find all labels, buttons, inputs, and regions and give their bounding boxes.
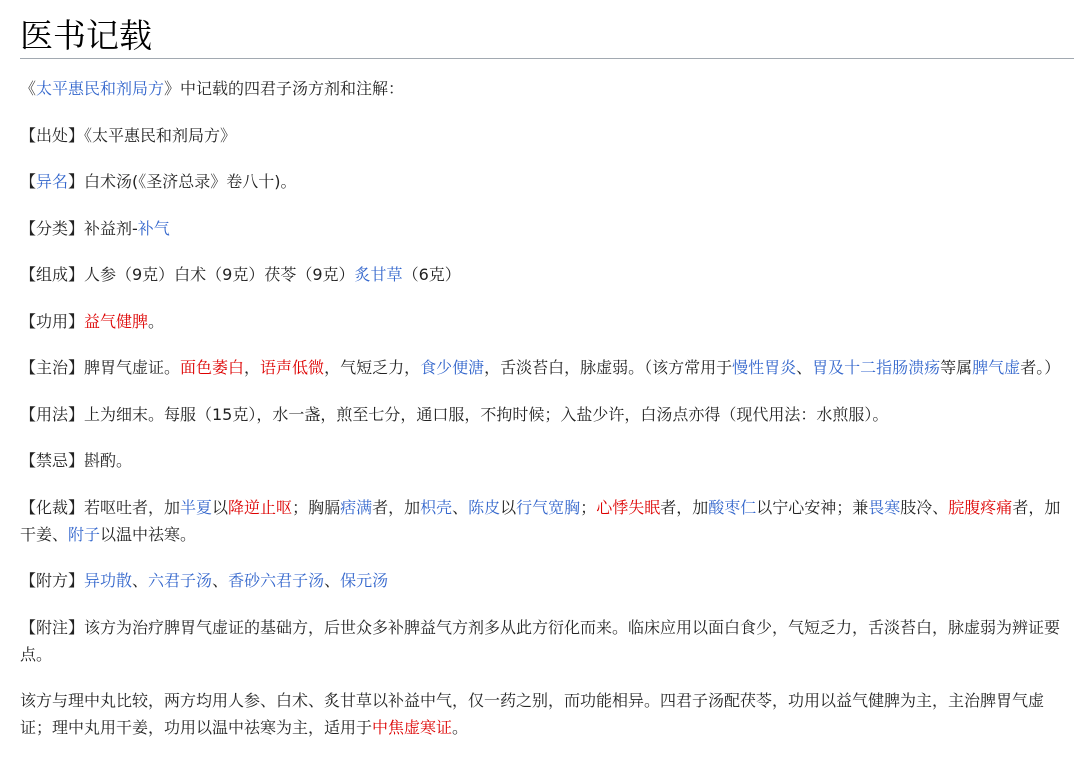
- paragraph-text: 【附方】: [20, 571, 85, 590]
- paragraph-text: 以温中祛寒。: [100, 524, 197, 544]
- paragraph-text: 肢冷、: [900, 497, 949, 517]
- term-link[interactable]: 食少便溏: [420, 358, 485, 377]
- paragraph-text: 【: [20, 172, 37, 191]
- term-link[interactable]: 酸枣仁: [708, 497, 757, 517]
- paragraph-text: 【分类】补益剂-: [20, 218, 138, 238]
- paragraph-text: 【附注】该方为治疗脾胃气虚证的基础方，后世众多补脾益气方剂多从此方衍化而来。临床应用以面白食少，气短乏力，舌淡苔白，脉虚弱为辨证要点。: [20, 617, 1061, 664]
- highlighted-term: 脘腹疼痛: [948, 497, 1013, 517]
- term-link[interactable]: 枳壳: [420, 497, 453, 517]
- paragraph: [20, 354, 1072, 381]
- term-link[interactable]: 异功散: [84, 571, 133, 590]
- term-link[interactable]: 六君子汤: [148, 571, 213, 590]
- paragraph-text: 者，加干姜、: [20, 497, 1061, 544]
- paragraph-text: ，气短乏力，: [324, 358, 421, 377]
- paragraph-text: 者，加: [660, 497, 709, 517]
- paragraph-text: 、: [452, 497, 469, 517]
- term-link[interactable]: 陈皮: [468, 497, 501, 517]
- paragraph-text: 、: [212, 571, 229, 590]
- paragraph: [20, 261, 1072, 288]
- paragraph-text: 】白术汤(《圣济总录》卷八十)。: [68, 172, 297, 191]
- paragraph-text: 、: [132, 571, 149, 590]
- paragraph: [20, 401, 1072, 428]
- paragraph-text: 《: [20, 79, 37, 98]
- paragraph: [20, 447, 1072, 474]
- paragraph-text: ；胸膈: [292, 497, 341, 517]
- paragraph-text: 等属: [940, 358, 973, 377]
- paragraph-text: 、: [796, 358, 813, 377]
- paragraph-text: 》中记载的四君子汤方剂和注解：: [164, 79, 405, 98]
- term-link[interactable]: 胃及十二指肠溃疡: [812, 358, 941, 377]
- page-title: 医书记载: [20, 14, 1074, 59]
- paragraph: [20, 75, 1072, 102]
- highlighted-term: 降逆止呕: [228, 497, 293, 517]
- paragraph-text: 【用法】上为细末。每服（15克），水一盏，煎至七分，通口服，不拘时候；入盐少许，白汤点亦得（现代用法：水煎服）。: [20, 404, 889, 424]
- paragraph: [20, 614, 1072, 668]
- paragraph-text: 【主治】脾胃气虚证。: [20, 358, 181, 377]
- paragraph-text: 以: [212, 497, 229, 517]
- highlighted-term: 语声低微: [260, 358, 325, 377]
- paragraph: [20, 215, 1072, 242]
- term-link[interactable]: 慢性胃炎: [732, 358, 797, 377]
- paragraph-text: ，: [244, 358, 261, 377]
- term-link[interactable]: 炙甘草: [354, 265, 403, 284]
- paragraph: [20, 122, 1072, 149]
- highlighted-term: 中焦虚寒证: [372, 718, 453, 737]
- paragraph: [20, 687, 1072, 741]
- term-link[interactable]: 行气宽胸: [516, 497, 581, 517]
- term-link[interactable]: 附子: [68, 524, 101, 544]
- term-link[interactable]: 保元汤: [340, 571, 389, 590]
- paragraph-text: 【出处】《太平惠民和剂局方》: [20, 125, 237, 145]
- term-link[interactable]: 畏寒: [868, 497, 901, 517]
- term-link[interactable]: 香砂六君子汤: [228, 571, 325, 590]
- paragraph-text: 【禁忌】斟酌。: [20, 451, 133, 470]
- paragraph-text: 者。）: [1020, 358, 1061, 377]
- term-link[interactable]: 痞满: [340, 497, 373, 517]
- paragraph-text: （6克）: [402, 265, 461, 284]
- highlighted-term: 心悸失眠: [596, 497, 661, 517]
- article-body: [20, 75, 1072, 761]
- paragraph-text: ；: [580, 497, 597, 517]
- paragraph-text: 该方与理中丸比较，两方均用人参、白术、炙甘草以补益中气，仅一药之别，而功能相异。四君子汤配茯苓，功用以益气健脾为主，主治脾胃气虚证；理中丸用干姜，功用以温中祛寒为主，适用于: [20, 691, 1045, 737]
- term-link[interactable]: 异名: [36, 172, 69, 191]
- paragraph: [20, 494, 1072, 548]
- paragraph: [20, 567, 1072, 594]
- paragraph-text: ，舌淡苔白，脉虚弱。（该方常用于: [484, 358, 733, 377]
- paragraph-text: 。: [148, 311, 165, 331]
- term-link[interactable]: 半夏: [180, 497, 213, 517]
- highlighted-term: 面色萎白: [180, 358, 245, 377]
- paragraph-text: 、: [324, 571, 341, 590]
- paragraph: [20, 308, 1072, 335]
- paragraph-text: 【功用】: [20, 311, 85, 331]
- paragraph-text: 以宁心安神；兼: [756, 497, 869, 517]
- paragraph-text: 【化裁】若呕吐者，加: [20, 497, 181, 517]
- term-link[interactable]: 太平惠民和剂局方: [36, 79, 165, 98]
- paragraph-text: 。: [452, 718, 469, 737]
- term-link[interactable]: 脾气虚: [972, 358, 1021, 377]
- paragraph: [20, 168, 1072, 195]
- paragraph-text: 【组成】人参（9克）白术（9克）茯苓（9克）: [20, 265, 355, 284]
- paragraph-text: 者，加: [372, 497, 421, 517]
- paragraph-text: 以: [500, 497, 517, 517]
- term-link[interactable]: 补气: [137, 218, 170, 238]
- highlighted-term: 益气健脾: [84, 311, 149, 331]
